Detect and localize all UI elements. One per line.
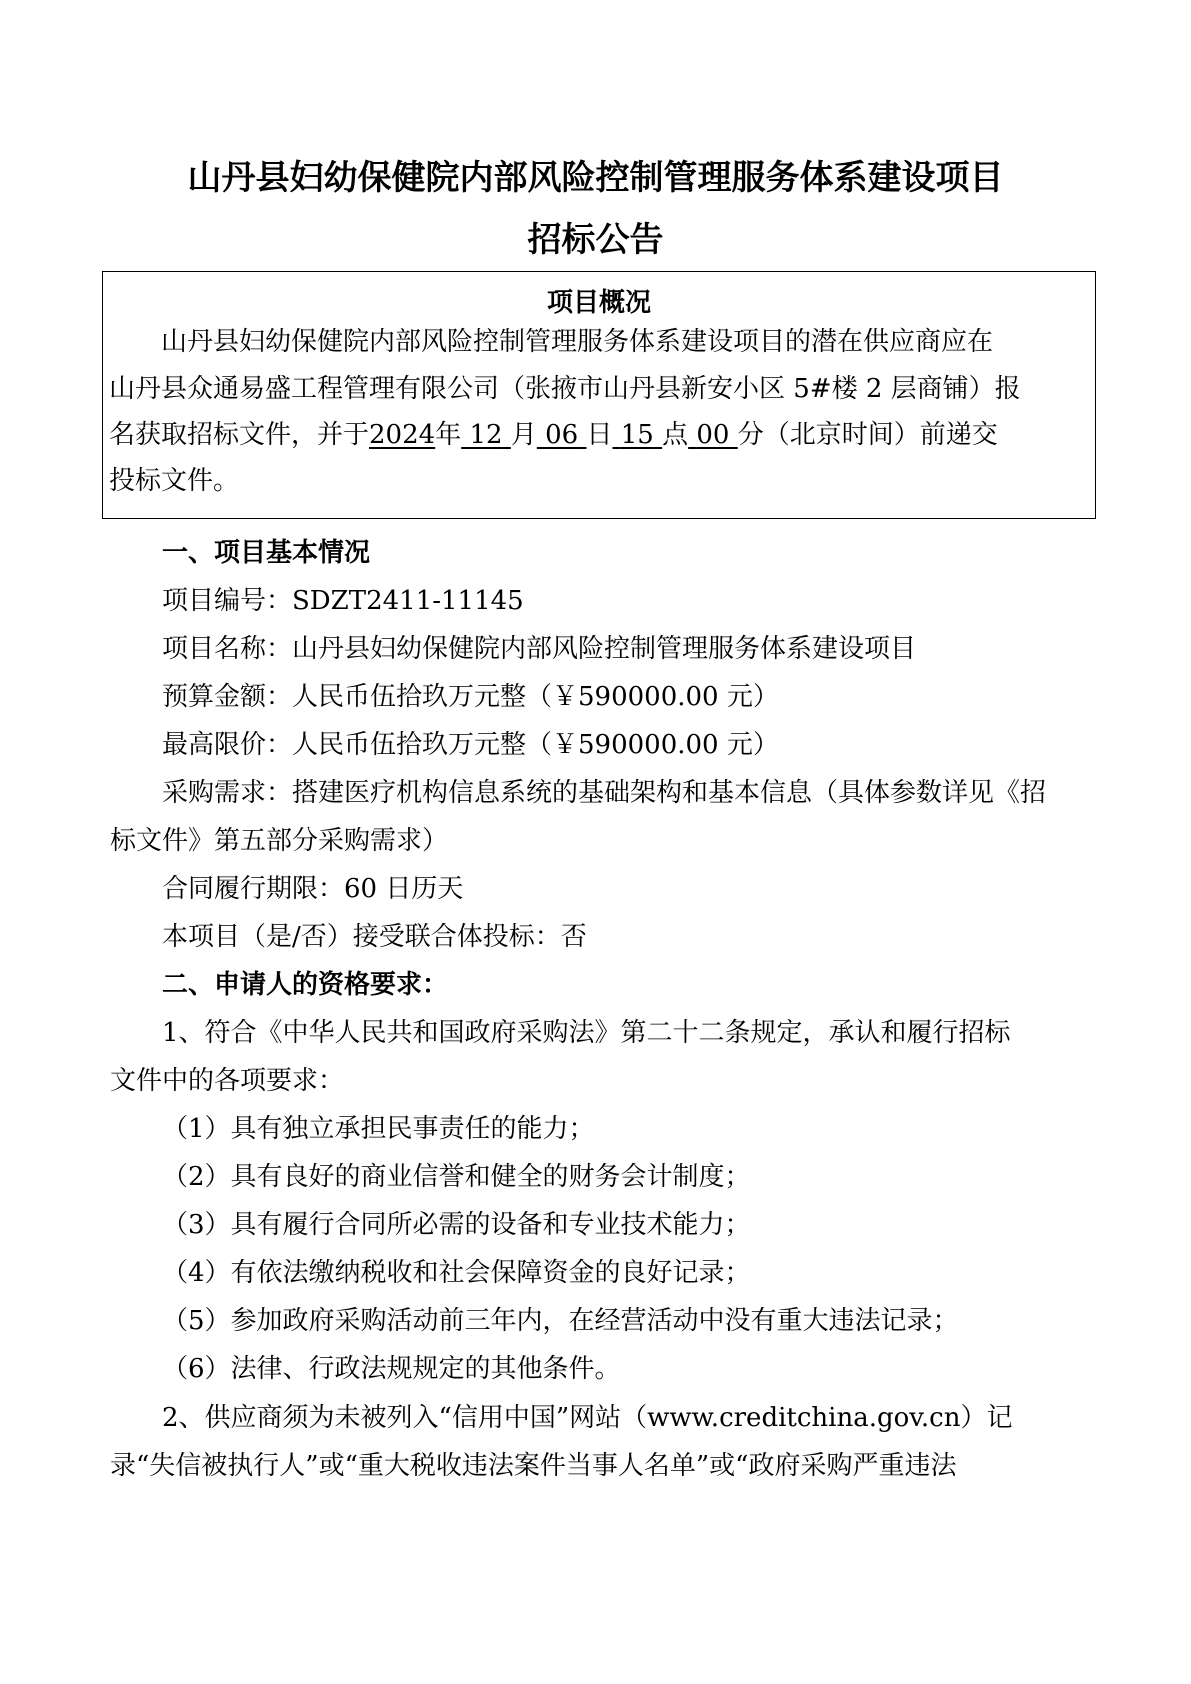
qualification-item-2: （2）具有良好的商业信誉和健全的财务会计制度； — [162, 1162, 751, 1192]
qualification-item-3: （3）具有履行合同所必需的设备和专业技术能力； — [162, 1210, 751, 1240]
project-overview-box — [102, 271, 1096, 519]
deadline-month — [461, 420, 511, 450]
deadline-hour-value: 15 — [620, 420, 654, 450]
overview-line-2: 山丹县众通易盛工程管理有限公司（张掖市山丹县新安小区 5#楼 2 层商铺）报 — [109, 374, 1021, 404]
qualification-item-6: （6）法律、行政法规规定的其他条件。 — [162, 1354, 621, 1384]
requirement-2-line-1: 2、供应商须为未被列入“信用中国”网站（www.creditchina.gov.cn）记 — [162, 1403, 1013, 1433]
max-price: 最高限价：人民币伍拾玖万元整（￥590000.00 元） — [162, 730, 779, 760]
deadline-minute — [688, 420, 738, 450]
procurement-demand-line-2: 标文件》第五部分采购需求） — [110, 826, 449, 856]
deadline-month-value: 12 — [469, 420, 503, 450]
document-subtitle: 招标公告 — [527, 220, 664, 260]
qualification-item-1: （1）具有独立承担民事责任的能力； — [162, 1114, 595, 1144]
project-number: 项目编号：SDZT2411-11145 — [162, 586, 524, 616]
requirement-1-line-2: 文件中的各项要求： — [110, 1066, 345, 1096]
overview-heading: 项目概况 — [546, 288, 651, 318]
requirement-1-line-1: 1、符合《中华人民共和国政府采购法》第二十二条规定，承认和履行招标 — [162, 1018, 1011, 1048]
deadline-day — [537, 420, 587, 450]
requirement-2-line-2: 录“失信被执行人”或“重大税收违法案件当事人名单”或“政府采购严重违法 — [110, 1451, 957, 1481]
overview-line-1: 山丹县妇幼保健院内部风险控制管理服务体系建设项目的潜在供应商应在 — [161, 327, 994, 357]
deadline-minute-value: 00 — [696, 420, 730, 450]
year-unit: 年 — [435, 420, 462, 450]
document-title: 山丹县妇幼保健院内部风险控制管理服务体系建设项目 — [187, 158, 1004, 198]
month-unit: 月 — [510, 420, 537, 450]
project-name: 项目名称：山丹县妇幼保健院内部风险控制管理服务体系建设项目 — [162, 634, 917, 664]
section-2-heading: 二、申请人的资格要求： — [162, 970, 449, 1000]
qualification-item-4: （4）有依法缴纳税收和社会保障资金的良好记录； — [162, 1258, 751, 1288]
hour-unit: 点 — [662, 420, 689, 450]
contract-period: 合同履行期限：60 日历天 — [162, 874, 464, 904]
deadline-year: 2024 — [369, 420, 436, 450]
procurement-demand-line-1: 采购需求：搭建医疗机构信息系统的基础架构和基本信息（具体参数详见《招 — [162, 778, 1047, 808]
overview-line-3-prefix: 名获取招标文件，并于 — [109, 420, 370, 450]
budget-amount: 预算金额：人民币伍拾玖万元整（￥590000.00 元） — [162, 682, 779, 712]
section-1-heading: 一、项目基本情况 — [162, 538, 371, 568]
deadline-day-value: 06 — [545, 420, 579, 450]
overview-line-3-suffix: 分（北京时间）前递交 — [737, 420, 998, 450]
qualification-item-5: （5）参加政府采购活动前三年内，在经营活动中没有重大违法记录； — [162, 1306, 959, 1336]
day-unit: 日 — [586, 420, 613, 450]
overview-line-4: 投标文件。 — [109, 466, 240, 496]
consortium-bid: 本项目（是/否）接受联合体投标：否 — [162, 922, 587, 952]
overview-line-3 — [109, 419, 998, 451]
deadline-hour — [612, 420, 662, 450]
